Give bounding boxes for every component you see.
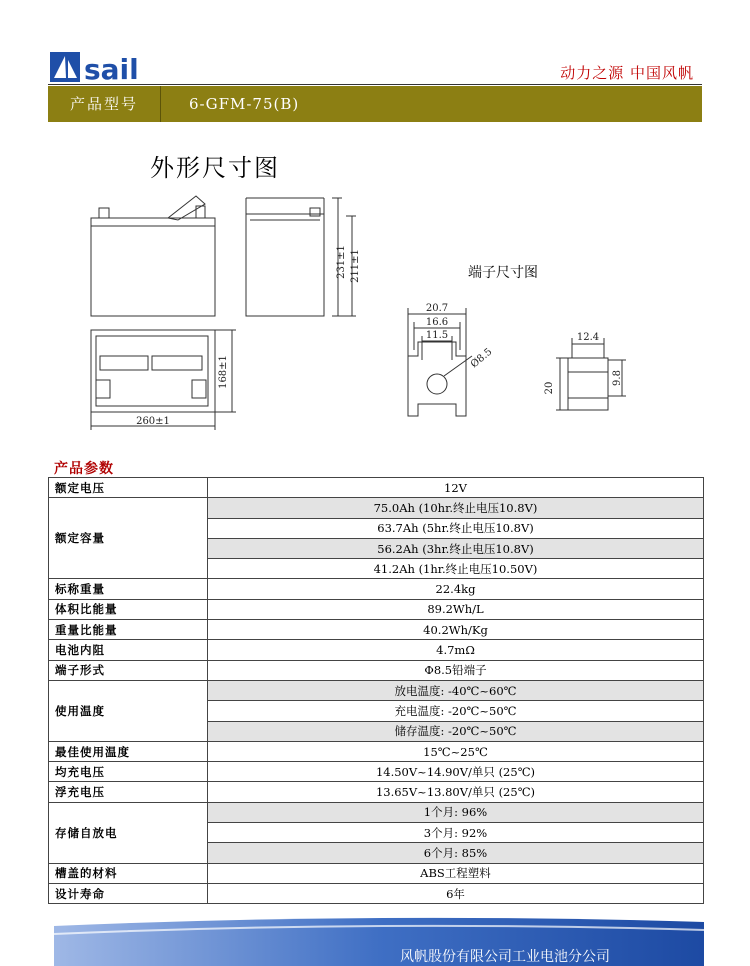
param-value: 4.7mΩ — [208, 640, 704, 660]
dimension-drawing — [0, 0, 750, 460]
param-value: 3个月: 92% — [208, 823, 704, 843]
param-name: 均充电压 — [49, 762, 208, 782]
table-row — [49, 498, 704, 518]
param-name: 额定电压 — [49, 478, 208, 498]
slogan: 动力之源 中国风帆 — [560, 64, 694, 82]
param-name: 额定容量 — [49, 498, 208, 579]
svg-text:sail: sail — [84, 53, 139, 84]
dimension-drawing-title: 外形尺寸图 — [150, 154, 280, 182]
dim-168: 168±1 — [218, 355, 229, 389]
dim-11-5: 11.5 — [425, 330, 449, 341]
front-view — [91, 196, 215, 316]
dim-211: 211±1 — [350, 249, 361, 283]
dim-20: 20 — [544, 381, 555, 395]
param-value: 15℃~25℃ — [208, 741, 704, 761]
dim-9-8: 9.8 — [612, 370, 623, 386]
param-name: 最佳使用温度 — [49, 741, 208, 761]
table-row — [49, 640, 704, 660]
table-row — [49, 762, 704, 782]
param-value: 储存温度: -20℃~50℃ — [208, 721, 704, 741]
param-value: 6年 — [208, 883, 704, 903]
params-title: 产品参数 — [54, 461, 114, 477]
terminal-drawing-title: 端子尺寸图 — [468, 265, 538, 281]
param-name: 电池内阻 — [49, 640, 208, 660]
table-row — [49, 599, 704, 619]
param-value: 14.50V~14.90V/单只 (25℃) — [208, 762, 704, 782]
dim-260: 260±1 — [136, 416, 170, 427]
dim-231: 231±1 — [336, 245, 347, 279]
param-value: 1个月: 96% — [208, 802, 704, 822]
table-row — [49, 680, 704, 700]
param-name: 端子形式 — [49, 660, 208, 680]
param-value: 13.65V~13.80V/单只 (25℃) — [208, 782, 704, 802]
param-value: 41.2Ah (1hr.终止电压10.50V) — [208, 559, 704, 579]
table-row — [49, 478, 704, 498]
param-name: 标称重量 — [49, 579, 208, 599]
param-value: 6个月: 85% — [208, 843, 704, 863]
param-name: 使用温度 — [49, 680, 208, 741]
table-row — [49, 802, 704, 822]
param-value: 22.4kg — [208, 579, 704, 599]
table-row — [49, 782, 704, 802]
param-value: 12V — [208, 478, 704, 498]
dim-16-6: 16.6 — [425, 317, 449, 328]
param-name: 体积比能量 — [49, 599, 208, 619]
param-value: 56.2Ah (3hr.终止电压10.8V) — [208, 538, 704, 558]
table-row — [49, 660, 704, 680]
table-row — [49, 883, 704, 903]
model-value: 6-GFM-75(B) — [189, 95, 300, 113]
param-name: 槽盖的材料 — [49, 863, 208, 883]
dim-hole: Ø8.5 — [468, 346, 495, 371]
table-row — [49, 741, 704, 761]
param-value: 放电温度: -40℃~60℃ — [208, 680, 704, 700]
param-name: 浮充电压 — [49, 782, 208, 802]
param-value: 充电温度: -20℃~50℃ — [208, 701, 704, 721]
footer-company: 风帆股份有限公司工业电池分公司 — [400, 949, 610, 965]
dim-12-4: 12.4 — [576, 332, 600, 343]
spec-table — [48, 477, 704, 904]
param-value: 75.0Ah (10hr.终止电压10.8V) — [208, 498, 704, 518]
param-name: 重量比能量 — [49, 620, 208, 640]
model-label: 产品型号 — [48, 86, 161, 122]
param-value: 63.7Ah (5hr.终止电压10.8V) — [208, 518, 704, 538]
param-value: Φ8.5铅端子 — [208, 660, 704, 680]
dim-20-7: 20.7 — [425, 303, 449, 314]
top-view — [91, 330, 236, 430]
table-row — [49, 620, 704, 640]
param-value: ABS工程塑料 — [208, 863, 704, 883]
table-row — [49, 579, 704, 599]
param-name: 设计寿命 — [49, 883, 208, 903]
param-value: 40.2Wh/Kg — [208, 620, 704, 640]
param-name: 存储自放电 — [49, 802, 208, 863]
param-value: 89.2Wh/L — [208, 599, 704, 619]
table-row — [49, 863, 704, 883]
